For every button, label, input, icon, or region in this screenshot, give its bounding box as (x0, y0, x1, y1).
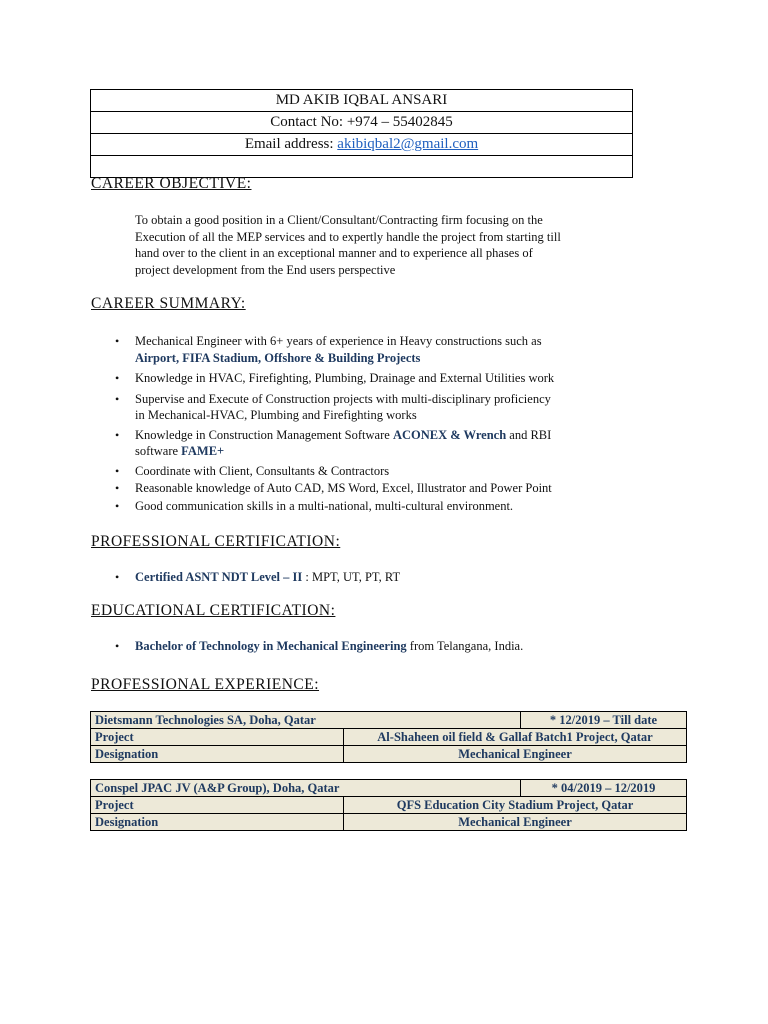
contact-header-box (90, 89, 633, 178)
designation-cell: Mechanical Engineer (344, 814, 687, 831)
table-row (91, 712, 687, 729)
list-item: • Knowledge in HVAC, Firefighting, Plumbing, Drainage and External Utilities work (110, 370, 554, 387)
list-item: • Bachelor of Technology in Mechanical Engineering from Telangana, India. (110, 638, 523, 655)
designation-cell: Mechanical Engineer (344, 746, 687, 763)
career-summary-list (110, 333, 554, 514)
highlight-text: Bachelor of Technology in Mechanical Engineering (135, 639, 407, 653)
project-cell: Al-Shaheen oil field & Gallaf Batch1 Project, Qatar (344, 729, 687, 746)
list-item: • Good communication skills in a multi-national, multi-cultural environment. (110, 498, 554, 515)
list-item: • Reasonable knowledge of Auto CAD, MS Word, Excel, Illustrator and Power Point (110, 480, 554, 497)
professional-experience-heading: PROFESSIONAL EXPERIENCE: (91, 676, 320, 693)
career-objective-heading: CAREER OBJECTIVE: (91, 175, 252, 192)
professional-certification-heading: PROFESSIONAL CERTIFICATION: (91, 533, 341, 550)
objective-line: hand over to the client in an exceptional manner and to experience all phases of (135, 246, 533, 260)
name-row (91, 90, 632, 112)
table-row (91, 814, 687, 831)
educational-certification-list (110, 638, 523, 655)
email-label: Email address: (244, 136, 334, 152)
highlight-text: Airport, FIFA Stadium, Offshore & Building Projects (135, 350, 421, 365)
list-item: • Coordinate with Client, Consultants & Contractors (110, 463, 554, 480)
career-objective-text (135, 212, 655, 278)
designation-label-cell: Designation (91, 746, 344, 763)
experience-table (90, 779, 687, 831)
contact-row (91, 112, 632, 134)
project-label-cell: Project (91, 797, 344, 814)
period-cell: * 12/2019 – Till date (521, 712, 687, 729)
objective-line: To obtain a good position in a Client/Consultant/Contracting firm focusing on the (135, 213, 543, 227)
company-cell: Dietsmann Technologies SA, Doha, Qatar (91, 712, 521, 729)
candidate-name: MD AKIB IQBAL ANSARI (275, 92, 448, 108)
experience-table (90, 711, 687, 763)
period-cell: * 04/2019 – 12/2019 (521, 780, 687, 797)
list-item: • Mechanical Engineer with 6+ years of experience in Heavy constructions such as Airport, FIFA Stadium, Offshore & Building Projects (110, 333, 554, 366)
highlight-text: Certified ASNT NDT Level – II (135, 570, 303, 584)
designation-label-cell: Designation (91, 814, 344, 831)
career-summary-heading: CAREER SUMMARY: (91, 295, 246, 312)
project-label-cell: Project (91, 729, 344, 746)
objective-line: project development from the End users perspective (135, 262, 396, 277)
email-link[interactable]: akibiqbal2@gmail.com (337, 136, 479, 152)
professional-certification-list (110, 569, 400, 586)
table-row (91, 797, 687, 814)
highlight-text: ACONEX & Wrench (392, 427, 507, 442)
company-cell: Conspel JPAC JV (A&P Group), Doha, Qatar (91, 780, 521, 797)
educational-certification-heading: EDUCATIONAL CERTIFICATION: (91, 602, 336, 619)
objective-line: Execution of all the MEP services and to expertly handle the project from starting till (135, 229, 561, 244)
list-item: • Certified ASNT NDT Level – II : MPT, UT, PT, RT (110, 569, 400, 586)
table-row (91, 780, 687, 797)
list-item: • Knowledge in Construction Management Software ACONEX & Wrench and RBI software FAME+ (110, 427, 554, 460)
project-cell: QFS Education City Stadium Project, Qatar (344, 797, 687, 814)
table-row (91, 746, 687, 763)
list-item: • Supervise and Execute of Construction projects with multi-disciplinary proficiency in Mechanical-HVAC, Plumbing and Firefighting works (110, 391, 554, 424)
email-row (91, 134, 632, 156)
contact-number: Contact No: +974 – 55402845 (270, 114, 453, 130)
table-row (91, 729, 687, 746)
highlight-text: FAME+ (181, 444, 225, 458)
